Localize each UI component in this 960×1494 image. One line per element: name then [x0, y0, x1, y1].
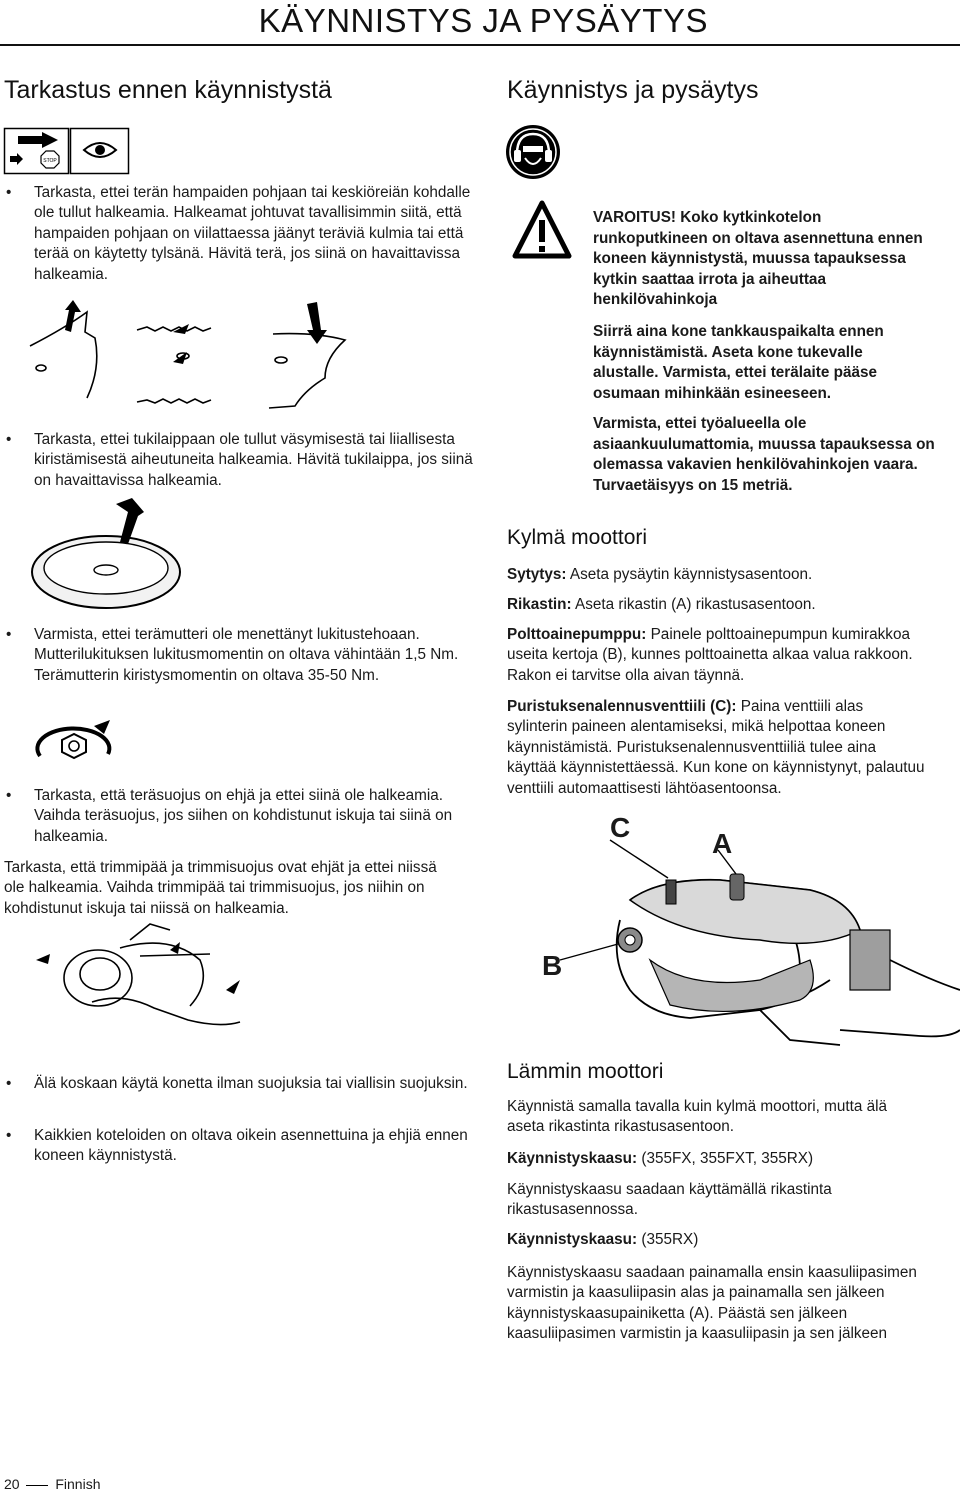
footer-dash — [26, 1485, 48, 1486]
start-throttle-para-1: Käynnistyskaasu saadaan käyttämällä rikastinta rikastusasennossa. — [507, 1181, 832, 1219]
start-throttle-para-2: Käynnistyskaasu saadaan painamalla ensin kaasuliipasimen varmistin ja kaasuliipasin alas ja painamalla sen jälkeen käynnistyskaasupainiketta (A). Päästä sen jälkeen kaasuliipasimen varmistin ja kaasuliipasin ja sen jälkeen — [507, 1264, 917, 1343]
section-heading-start-stop: Käynnistys ja pysäytys — [507, 76, 759, 104]
decompression-valve-label: Puristuksenalennusventtiili (C): — [507, 698, 737, 715]
page-title: KÄYNNISTYS JA PYSÄYTYS — [258, 2, 708, 39]
bullet-no-guards: • Älä koskaan käytä konetta ilman suojuksia tai viallisin suojuksin. — [4, 1074, 474, 1094]
decompression-valve-paragraph — [507, 697, 927, 799]
title-rule — [0, 44, 960, 46]
choke-line — [507, 595, 947, 615]
figure-label-a: A — [712, 828, 733, 859]
start-throttle-models-2: (355RX) — [637, 1231, 699, 1248]
para-trimmer-head: Tarkasta, että trimmipää ja trimmisuojus ovat ehjät ja ettei niissä ole halkeamia. Vaihda trimmipää tai trimmisuojus, jos niihin on kohdistunut iskuja tai niissä on halkeamia. — [4, 859, 437, 917]
choke-lever-icon — [730, 874, 744, 900]
start-throttle-label-1: Käynnistyskaasu: — [507, 1150, 638, 1167]
stop-icon — [41, 151, 59, 168]
figure-label-c: C — [610, 812, 631, 843]
warning-text-work-area: Varmista, ettei työalueella ole asiaankuulumattomia, muussa tapauksessa on olemassa vakavien henkilövahinkojen vaara. Turvaetäisyys on 15 metriä. — [593, 415, 935, 494]
fuel-pump-label: Polttoainepumppu: — [507, 626, 647, 643]
bullet-support-flange: • Tarkasta, ettei tukilaippaan ole tullut väsymisestä tai liiallisesta kiristämisestä aiheutuneita halkeamia. Hävitä tukilaippa, jos siinä on havaittavissa halkeamia. — [4, 430, 474, 491]
start-throttle-label-2: Käynnistyskaasu: — [507, 1231, 638, 1248]
fuel-pump-text: Painele polttoainepumpun kumirakkoa useita kertoja (B), kunnes polttoainetta alkaa valua rakkoon. Rakon ei tarvitse olla aivan täynnä. — [507, 626, 913, 684]
start-throttle-line-1 — [507, 1149, 947, 1169]
warm-engine-para: Käynnistä samalla tavalla kuin kylmä moottori, mutta älä aseta rikastinta rikastusasentoon. — [507, 1098, 888, 1136]
engine-controls-illustration — [560, 840, 960, 1050]
fuel-pump-paragraph — [507, 625, 952, 686]
support-flange-illustration — [28, 498, 198, 610]
choke-text: Aseta rikastin (A) rikastusasentoon. — [571, 596, 816, 613]
warning-triangle-icon — [512, 200, 572, 260]
inspection-icons — [4, 128, 132, 176]
start-throttle-line-2 — [507, 1230, 947, 1250]
warm-engine-heading: Lämmin moottori — [507, 1060, 664, 1083]
footer-language: Finnish — [55, 1476, 101, 1492]
section-heading-inspection: Tarkastus ennen käynnistystä — [4, 76, 332, 104]
bullet-blade-guard: • Tarkasta, että teräsuojus on ehjä ja ettei siinä ole halkeamia. Vaihda teräsuojus, jos siihen on kohdistunut iskuja tai siinä on halkeamia. — [4, 786, 474, 847]
ignition-line — [507, 565, 947, 585]
cold-engine-heading: Kylmä moottori — [507, 526, 648, 549]
warning-text-clutch: VAROITUS! Koko kytkinkotelon runkoputkineen on oltava asennettuna ennen koneen käynnistystä, muussa tapauksessa kytkin saattaa irrota ja aiheuttaa henkilövahinkoja — [593, 209, 923, 309]
start-throttle-models-1: (355FX, 355FXT, 355RX) — [637, 1150, 814, 1167]
choke-label: Rikastin: — [507, 596, 572, 613]
decompression-valve-icon — [666, 880, 676, 904]
bullet-blade-cracks: • Tarkasta, ettei terän hampaiden pohjaan tai keskiöreiän kohdalle ole tullut halkeamia. Halkeamat johtuvat tavallisimmin siitä, että hampaiden pohjaan on viilattaessa jäänyt teräviä kulmia tai että terää on käytetty tylsänä. Hävitä terä, jos siinä on havaittavissa halkeamia. — [4, 183, 474, 285]
ignition-label: Sytytys: — [507, 566, 567, 583]
footer-page-number: 20 — [4, 1476, 20, 1492]
figure-label-b: B — [542, 950, 563, 981]
bullet-housings: • Kaikkien koteloiden on oltava oikein asennettuina ja ehjiä ennen koneen käynnistystä. — [4, 1126, 474, 1167]
warning-text-refuel: Siirrä aina kone tankkauspaikalta ennen käynnistämistä. Aseta kone tukevalle alustalle. Varmista, ettei terälaite pääse osumaan mihinkään esineeseen. — [593, 323, 884, 402]
stop-text: STOP — [43, 158, 57, 164]
action-box — [5, 129, 69, 174]
page-footer — [4, 1476, 101, 1492]
trimmer-head-illustration — [30, 920, 260, 1032]
bullet-blade-nut: • Varmista, ettei terämutteri ole menettänyt lukitustehoaan. Mutterilukituksen lukitusmomentin on oltava vähintään 1,5 Nm. Terämutterin kiristysmomentin on oltava 35-50 Nm. — [4, 625, 474, 686]
ignition-text: Aseta pysäytin käynnistysasentoon. — [566, 566, 813, 583]
hearing-eye-protection-icon — [505, 124, 561, 180]
blade-cracks-illustration — [25, 298, 365, 416]
decompression-valve-text: Paina venttiili alas sylinterin paineen alentamiseksi, mikä helpottaa koneen käynnistämistä. Puristuksenalennusventtiiliä tulee aina käyttää käynnistettäessä. Kun kone on käynnistynyt, palautuu venttiili automaattisesti lähtöasentoonsa. — [507, 698, 925, 797]
blade-nut-illustration — [30, 718, 120, 776]
